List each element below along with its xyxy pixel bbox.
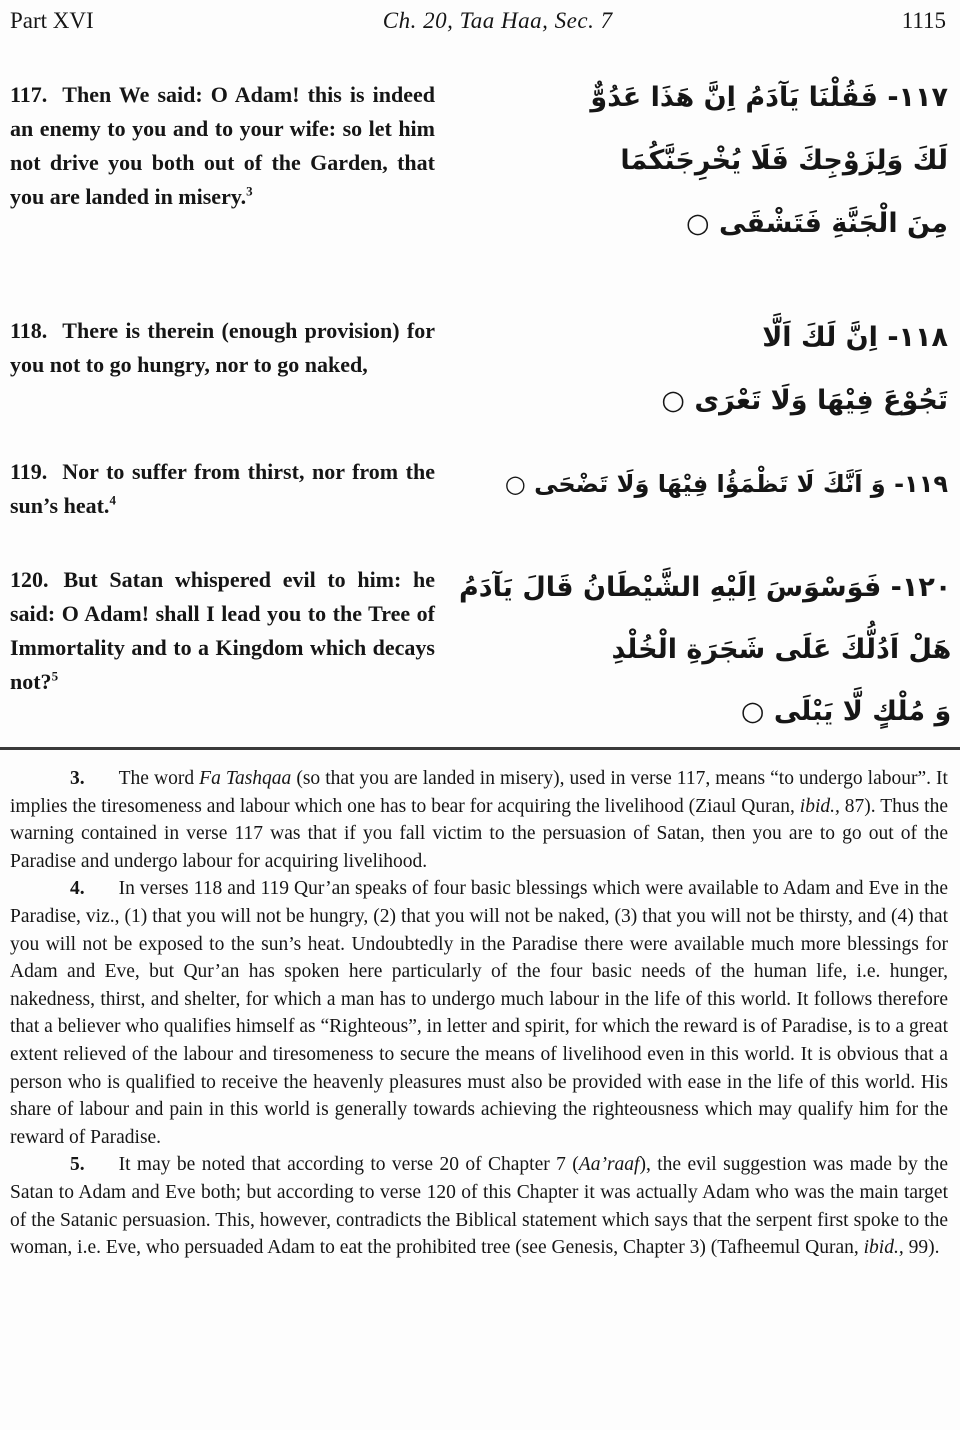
verse-118-number: 118. bbox=[10, 318, 48, 343]
footnote-3 bbox=[10, 765, 948, 875]
running-head bbox=[0, 0, 960, 34]
footnote-5-number: 5. bbox=[70, 1154, 85, 1176]
verse-117-arabic bbox=[435, 64, 948, 302]
page-number: 1115 bbox=[901, 8, 946, 33]
verse-120-english-column bbox=[10, 557, 435, 747]
footnote-3-text: The word bbox=[118, 768, 200, 789]
verse-row-119 bbox=[10, 445, 948, 557]
footnote-4-text: In verses 118 and 119 Qur’an speaks of four basic blessings which were available to Adam and Eve in the Paradise, viz., (1) that you will not be hungry, (2) that you will not be naked, (3) that you will not be thirsty, and (4) that you will not be exposed to the sun’s heat. Undoubtedly in the Paradise there were available much more blessings for Adam and Eve, but Qur’an has spoken here particularly of the four basic needs of the human life, i.e. hunger, nakedness, thirst, and shelter, for which a man has to undergo much labour in the life of this world. It follows therefore that a believer who qualifies himself as “Righteous”, in letter and spirit, for which the reward is of Paradise, is to a great extent relieved of the labour and tiresomeness to secure the means of livelihood even in this world. It is obvious that a person who is qualified to receive the heavenly pleasures must also be provided with ease in the life of this world. His share of labour and pain in this world is generally towards achieving the righteousness which may qualify him for the reward of Paradise. bbox=[10, 878, 948, 1148]
footnote-5-italic-term: ibid., bbox=[863, 1237, 904, 1259]
arabic-line: هَلْ اَدُلُّكَ عَلَى شَجَرَةِ الْخُلْدِ bbox=[611, 634, 952, 665]
arabic-line: وَ مُلْكٍ لَّا يَبْلَى ○ bbox=[740, 696, 952, 727]
verse-119-number: 119. bbox=[10, 459, 48, 484]
arabic-line: مِنَ الْجَنَّةِ فَتَشْقَى ○ bbox=[686, 208, 948, 239]
verse-117-text: Then We said: O Adam! this is indeed an enemy to you and to your wife: so let him not drive you both out of the Garden, that you are landed in misery. bbox=[10, 82, 435, 209]
arabic-line: تَجُوْعَ فِيْهَا وَلَا تَعْرَى ○ bbox=[661, 385, 948, 416]
verse-120-text: But Satan whispered evil to him: he said: O Adam! shall I lead you to the Tree of Immortality and to a Kingdom which decays not? bbox=[10, 567, 435, 694]
footnote-3-italic-term: Fa Tashqaa bbox=[199, 768, 292, 789]
verse-117-english-column bbox=[10, 64, 435, 302]
verse-117-number: 117. bbox=[10, 82, 48, 107]
verse-120-english bbox=[10, 563, 435, 699]
verse-119-arabic bbox=[435, 445, 948, 557]
footnote-ref-5: 5 bbox=[51, 668, 59, 684]
footnote-3-text: 87). Thus the warning contained in verse 117 was that if you fall victim to the persuasion of Satan, then you are to go out of the Paradise and undergo labour for acquiring livelihood. bbox=[10, 795, 948, 872]
arabic-line: لَكَ وَلِزَوْجِكَ فَلَا يُخْرِجَنَّكُمَا bbox=[620, 145, 948, 176]
verse-118-english bbox=[10, 314, 435, 382]
verse-118-arabic bbox=[435, 302, 948, 445]
chapter-title: Ch. 20, Taa Haa, Sec. 7 bbox=[382, 8, 613, 33]
arabic-line: ١١٩- وَ اَنَّكَ لَا تَظْمَؤُا فِيْهَا وَلَا تَضْحَى ○ bbox=[504, 470, 948, 498]
footnote-3-italic-term: ibid., bbox=[799, 795, 840, 817]
arabic-line: ١١٨- اِنَّ لَكَ اَلَّا bbox=[762, 322, 948, 353]
footnote-5-text: 99). bbox=[903, 1237, 940, 1259]
arabic-line: ١١٧- فَقُلْنَا يَآدَمُ اِنَّ هَذَا عَدُوٌّ bbox=[590, 82, 948, 113]
footnote-5-text: ), the evil suggestion was made by the Satan to Adam and Eve both; but according to verse 120 of this Chapter it was actually Adam who was the main target of the Satanic persuasion. This, however, contradicts the Biblical statement which says that the serpent first spoke to the woman, i.e. Eve, who persuaded Adam to eat the prohibited tree (see Genesis, Chapter 3) (Tafheemul Quran, bbox=[10, 1154, 948, 1259]
footnote-5-text: It may be noted that according to verse 20 of Chapter 7 ( bbox=[118, 1154, 579, 1176]
verses-section bbox=[0, 64, 960, 747]
verse-119-text: Nor to suffer from thirst, nor from the sun’s heat. bbox=[10, 459, 435, 518]
verse-119-english bbox=[10, 455, 435, 523]
verse-118-text: There is therein (enough provision) for you not to go hungry, nor to go naked, bbox=[10, 318, 435, 377]
verse-120-arabic bbox=[435, 557, 951, 747]
verse-118-english-column bbox=[10, 302, 435, 445]
footnote-5-italic-term: Aa’raaf bbox=[578, 1154, 640, 1176]
verse-120-number: 120. bbox=[10, 567, 49, 592]
footnote-ref-4: 4 bbox=[109, 492, 116, 508]
verse-119-english-column bbox=[10, 445, 435, 557]
footnote-ref-3: 3 bbox=[246, 183, 253, 199]
footnote-4 bbox=[10, 875, 948, 1151]
verse-117-english bbox=[10, 78, 435, 214]
footnote-3-text: (so that you are landed in misery), used in verse 117, means “to undergo labour”. It implies the tiresomeness and labour which one has to bear for acquiring the livelihood (Ziaul Quran, bbox=[10, 768, 948, 817]
verse-row-118 bbox=[10, 302, 948, 445]
footnote-5 bbox=[10, 1151, 948, 1261]
verse-row-120 bbox=[10, 557, 952, 747]
footnotes-section bbox=[0, 750, 960, 1262]
arabic-line: ١٢٠- فَوَسْوَسَ اِلَيْهِ الشَّيْطَانُ قَالَ يَآدَمُ bbox=[459, 572, 952, 603]
footnote-3-number: 3. bbox=[70, 768, 85, 789]
footnote-4-number: 4. bbox=[70, 878, 85, 900]
part-label: Part XVI bbox=[10, 8, 94, 33]
verse-row-117 bbox=[10, 64, 948, 302]
